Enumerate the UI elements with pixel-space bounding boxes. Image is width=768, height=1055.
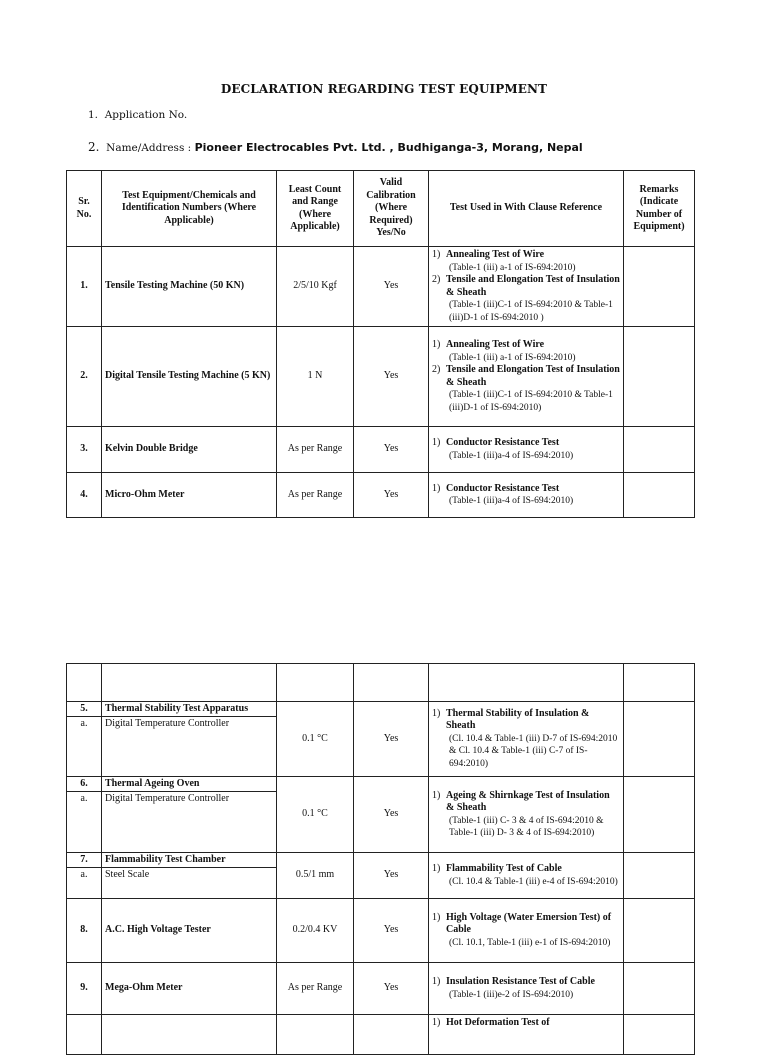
test-name: Conductor Resistance Test — [446, 482, 560, 494]
remarks-cell — [624, 247, 695, 327]
test-name: Annealing Test of Wire — [446, 339, 545, 350]
sr-number: 4. — [67, 473, 102, 518]
test-item — [432, 1017, 620, 1030]
least-count: 2/5/10 Kgf — [277, 247, 354, 327]
table-row — [67, 327, 695, 427]
table-row — [67, 777, 695, 853]
test-cell — [429, 247, 624, 327]
test-number: 2) — [432, 364, 441, 375]
equipment-name: Tensile Testing Machine (50 KN) — [102, 247, 277, 327]
table-blank-row — [67, 664, 695, 702]
test-number: 1) — [432, 707, 441, 719]
equipment-sub: Digital Temperature Controller — [105, 793, 230, 804]
test-name: Annealing Test of Wire — [446, 249, 545, 260]
test-item-head — [432, 274, 620, 299]
test-item-head — [432, 976, 620, 989]
equipment-name — [102, 1015, 277, 1055]
application-no-line — [88, 109, 187, 121]
test-name: Tensile and Elongation Test of Insulation & Sheath — [446, 364, 620, 388]
valid-calibration — [354, 1015, 429, 1055]
test-item — [432, 339, 620, 364]
application-number: 1. — [88, 109, 99, 121]
test-name: Flammability Test of Cable — [446, 863, 562, 874]
test-reference: (Table-1 (iii) a-1 of IS-694:2010) — [449, 352, 576, 363]
table-row — [67, 853, 695, 899]
test-reference: (Table-1 (iii)e-2 of IS-694:2010) — [449, 989, 574, 1000]
header-equipment: Test Equipment/Chemicals and Identification Numbers (Where Applicable) — [102, 171, 277, 247]
test-reference: (Cl. 10.1, Table-1 (iii) e-1 of IS-694:2010) — [449, 937, 611, 948]
sr-number: 3. — [67, 427, 102, 473]
test-item — [432, 249, 620, 274]
document-title: DECLARATION REGARDING TEST EQUIPMENT — [220, 82, 548, 96]
table-row — [67, 702, 695, 777]
test-name: Conductor Resistance Test — [446, 437, 560, 448]
sr-number — [67, 1015, 102, 1055]
equipment-main: Thermal Stability Test Apparatus — [102, 702, 276, 717]
test-item — [432, 364, 620, 414]
test-cell — [429, 1015, 624, 1055]
test-list — [432, 1017, 620, 1030]
test-reference: (Table-1 (iii)a-4 of IS-694:2010) — [449, 450, 574, 461]
remarks-cell — [624, 427, 695, 473]
valid-calibration: Yes — [354, 853, 429, 899]
sr-number — [67, 853, 102, 899]
blank-cell — [429, 664, 624, 702]
test-list — [432, 863, 620, 888]
sr-sub: a. — [80, 718, 88, 729]
table-header-row — [67, 171, 695, 247]
equipment-name — [102, 702, 277, 777]
header-test-used: Test Used in With Clause Reference — [429, 171, 624, 247]
table-row — [67, 899, 695, 963]
test-number: 2) — [432, 274, 441, 285]
test-list — [432, 339, 620, 414]
sr-number — [67, 702, 102, 777]
test-reference: (Table-1 (iii) C- 3 & 4 of IS-694:2010 & Table-1 (iii) D- 3 & 4 of IS-694:2010) — [449, 815, 604, 838]
test-list — [432, 249, 620, 324]
sr-number: 1. — [67, 247, 102, 327]
test-number: 1) — [432, 976, 441, 987]
test-item-head — [432, 483, 620, 496]
blank-cell — [354, 664, 429, 702]
header-remarks: Remarks (Indicate Number of Equipment) — [624, 171, 695, 247]
least-count: 0.1 °C — [277, 702, 354, 777]
least-count: 0.2/0.4 KV — [277, 899, 354, 963]
equipment-sub: Digital Temperature Controller — [105, 718, 230, 729]
test-item — [432, 790, 620, 840]
test-item-head — [432, 1017, 620, 1030]
name-address-value: Pioneer Electrocables Pvt. Ltd. , Budhiganga-3, Morang, Nepal — [194, 141, 583, 154]
test-list — [432, 976, 620, 1001]
test-cell — [429, 899, 624, 963]
sr-main: 6. — [67, 777, 101, 792]
test-name: Insulation Resistance Test of Cable — [446, 976, 595, 987]
test-number: 1) — [432, 339, 441, 350]
equipment-sub: Steel Scale — [105, 869, 150, 880]
test-name: High Voltage (Water Emersion Test) of Cable — [446, 911, 612, 936]
test-reference: (Table-1 (iii)C-1 of IS-694:2010 & Table-1 (iii)D-1 of IS-694:2010 ) — [449, 300, 613, 323]
test-number: 1) — [432, 789, 441, 801]
valid-calibration: Yes — [354, 702, 429, 777]
remarks-cell — [624, 963, 695, 1015]
equipment-name — [102, 853, 277, 899]
remarks-cell — [624, 702, 695, 777]
least-count: As per Range — [277, 963, 354, 1015]
header-valid-calibration: Valid Calibration (Where Required) Yes/No — [354, 171, 429, 247]
header-sr-no: Sr. No. — [67, 171, 102, 247]
test-reference: (Table-1 (iii)C-1 of IS-694:2010 & Table-1 (iii)D-1 of IS-694:2010) — [449, 390, 613, 413]
test-number: 1) — [432, 437, 441, 448]
blank-cell — [624, 664, 695, 702]
test-reference: (Cl. 10.4 & Table-1 (iii) e-4 of IS-694:2010) — [449, 876, 618, 887]
test-number: 1) — [432, 1017, 441, 1028]
equipment-name: A.C. High Voltage Tester — [102, 899, 277, 963]
remarks-cell — [624, 473, 695, 518]
test-item — [432, 274, 620, 324]
remarks-cell — [624, 327, 695, 427]
sr-number — [67, 777, 102, 853]
equipment-name: Kelvin Double Bridge — [102, 427, 277, 473]
remarks-cell — [624, 899, 695, 963]
test-number: 1) — [432, 482, 441, 494]
equipment-table-1 — [66, 170, 695, 518]
remarks-cell — [624, 777, 695, 853]
name-address-number: 2. — [88, 140, 100, 154]
test-item — [432, 483, 620, 508]
test-list — [432, 790, 620, 840]
valid-calibration: Yes — [354, 247, 429, 327]
least-count: As per Range — [277, 427, 354, 473]
test-name: Tensile and Elongation Test of Insulation & Sheath — [446, 274, 620, 298]
equipment-main: Flammability Test Chamber — [102, 853, 276, 868]
table-row — [67, 247, 695, 327]
name-address-line — [88, 140, 583, 154]
valid-calibration: Yes — [354, 473, 429, 518]
application-label: Application No. — [104, 109, 188, 121]
sr-number: 8. — [67, 899, 102, 963]
remarks-cell — [624, 1015, 695, 1055]
test-reference: (Table-1 (iii) a-1 of IS-694:2010) — [449, 262, 576, 273]
least-count: As per Range — [277, 473, 354, 518]
test-item-head — [432, 364, 620, 389]
test-number: 1) — [432, 249, 441, 260]
test-item-head — [432, 863, 620, 876]
remarks-cell — [624, 853, 695, 899]
test-number: 1) — [432, 911, 441, 923]
test-cell — [429, 473, 624, 518]
test-item — [432, 976, 620, 1001]
test-list — [432, 912, 620, 950]
test-item — [432, 437, 620, 462]
equipment-name: Micro-Ohm Meter — [102, 473, 277, 518]
equipment-name: Digital Tensile Testing Machine (5 KN) — [102, 327, 277, 427]
equipment-name — [102, 777, 277, 853]
test-item — [432, 863, 620, 888]
valid-calibration: Yes — [354, 427, 429, 473]
test-reference: (Table-1 (iii)a-4 of IS-694:2010) — [449, 496, 574, 506]
test-cell — [429, 963, 624, 1015]
equipment-main: Thermal Ageing Oven — [102, 777, 276, 792]
test-list — [432, 708, 620, 771]
test-number: 1) — [432, 863, 441, 874]
header-least-count: Least Count and Range (Where Applicable) — [277, 171, 354, 247]
sr-sub: a. — [80, 793, 88, 804]
test-name: Hot Deformation Test of — [446, 1017, 550, 1028]
sr-number: 2. — [67, 327, 102, 427]
test-item-head — [432, 912, 620, 937]
least-count: 0.1 °C — [277, 777, 354, 853]
valid-calibration: Yes — [354, 777, 429, 853]
test-reference: (Cl. 10.4 & Table-1 (iii) D-7 of IS-694:2010 & Cl. 10.4 & Table-1 (iii) C-7 of IS-694:2010) — [449, 733, 618, 769]
test-name: Thermal Stability of Insulation & Sheath — [446, 707, 590, 732]
valid-calibration: Yes — [354, 899, 429, 963]
table-row — [67, 473, 695, 518]
test-cell — [429, 702, 624, 777]
test-list — [432, 437, 620, 462]
valid-calibration: Yes — [354, 963, 429, 1015]
test-cell — [429, 427, 624, 473]
sr-main: 5. — [67, 702, 101, 717]
table-row — [67, 427, 695, 473]
test-item — [432, 708, 620, 771]
valid-calibration: Yes — [354, 327, 429, 427]
test-cell — [429, 777, 624, 853]
name-address-label: Name/Address : — [106, 142, 192, 154]
blank-cell — [67, 664, 102, 702]
test-item-head — [432, 249, 620, 262]
sr-main: 7. — [67, 853, 101, 868]
test-cell — [429, 853, 624, 899]
table-row — [67, 963, 695, 1015]
test-item-head — [432, 339, 620, 352]
test-list — [432, 483, 620, 508]
test-item-head — [432, 437, 620, 450]
least-count — [277, 1015, 354, 1055]
test-item-head — [432, 708, 620, 733]
equipment-name: Mega-Ohm Meter — [102, 963, 277, 1015]
least-count: 0.5/1 mm — [277, 853, 354, 899]
test-cell — [429, 327, 624, 427]
blank-cell — [102, 664, 277, 702]
sr-sub: a. — [80, 869, 88, 880]
sr-number: 9. — [67, 963, 102, 1015]
test-item — [432, 912, 620, 950]
least-count: 1 N — [277, 327, 354, 427]
test-item-head — [432, 790, 620, 815]
blank-cell — [277, 664, 354, 702]
equipment-table-2 — [66, 663, 695, 1055]
table-row — [67, 1015, 695, 1055]
test-name: Ageing & Shirnkage Test of Insulation & Sheath — [446, 789, 610, 813]
